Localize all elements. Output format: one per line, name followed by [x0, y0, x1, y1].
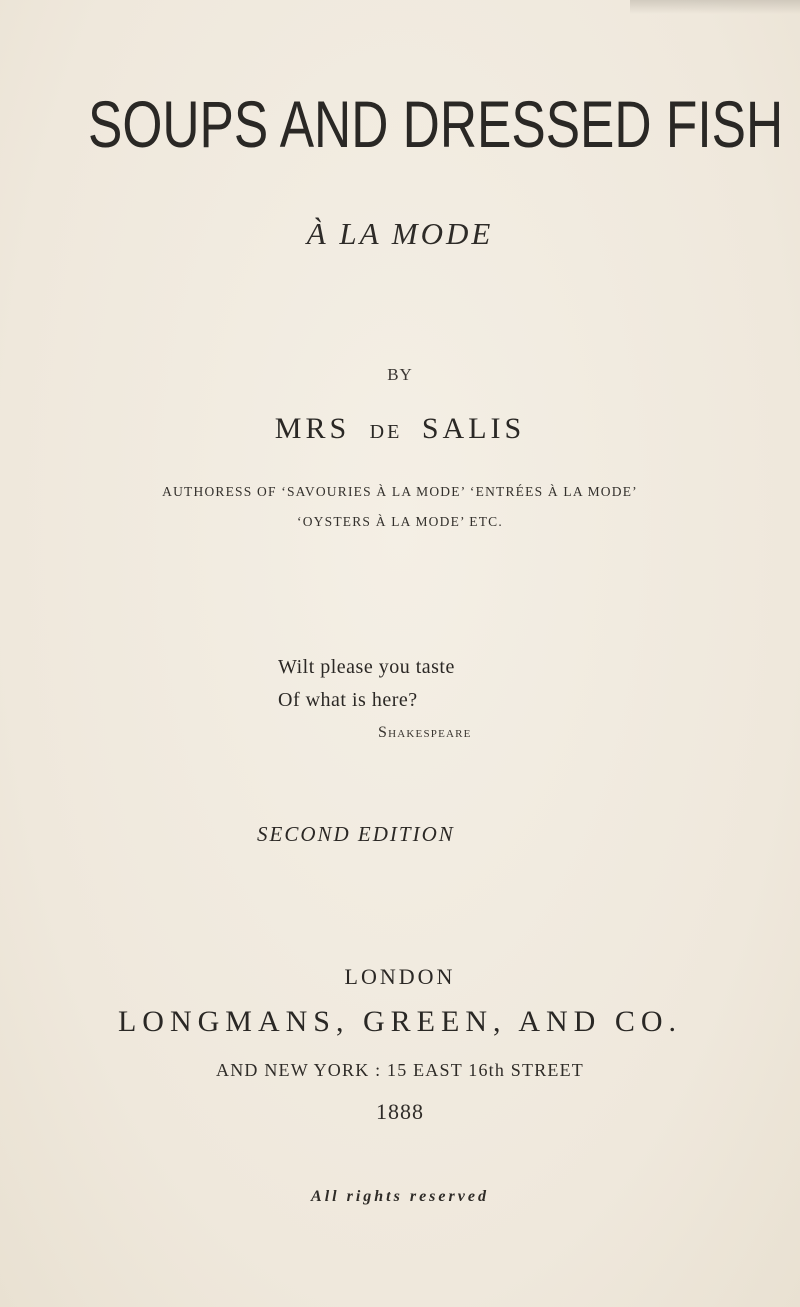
epigraph-line-2: Of what is here?	[278, 689, 418, 711]
imprint-publisher: LONGMANS, GREEN, AND CO.	[117, 1005, 682, 1038]
author-last: SALIS	[421, 412, 526, 445]
epigraph-line-1: Wilt please you taste	[278, 656, 455, 678]
page-edge-stain	[630, 0, 800, 14]
previous-works-line-2: ‘OYSTERS À LA MODE’ ETC.	[297, 514, 503, 529]
edition-statement: SECOND EDITION	[257, 822, 455, 846]
book-title: SOUPS AND DRESSED FISH	[88, 87, 784, 161]
rights-notice: All rights reserved	[311, 1188, 489, 1205]
author-particle: DE	[369, 421, 403, 443]
previous-works-line-1: AUTHORESS OF ‘SAVOURIES À LA MODE’ ‘ENTRÉES À LA MODE’	[162, 484, 638, 499]
epigraph-attribution: Shakespeare	[378, 724, 472, 741]
imprint-city: LONDON	[344, 964, 456, 989]
author-name	[0, 412, 800, 446]
book-subtitle: À LA MODE	[306, 216, 494, 251]
imprint-address: AND NEW YORK : 15 EAST 16th STREET	[216, 1060, 584, 1080]
imprint-year: 1888	[376, 1099, 424, 1124]
author-first: MRS	[274, 412, 351, 445]
by-line: BY	[387, 365, 413, 384]
